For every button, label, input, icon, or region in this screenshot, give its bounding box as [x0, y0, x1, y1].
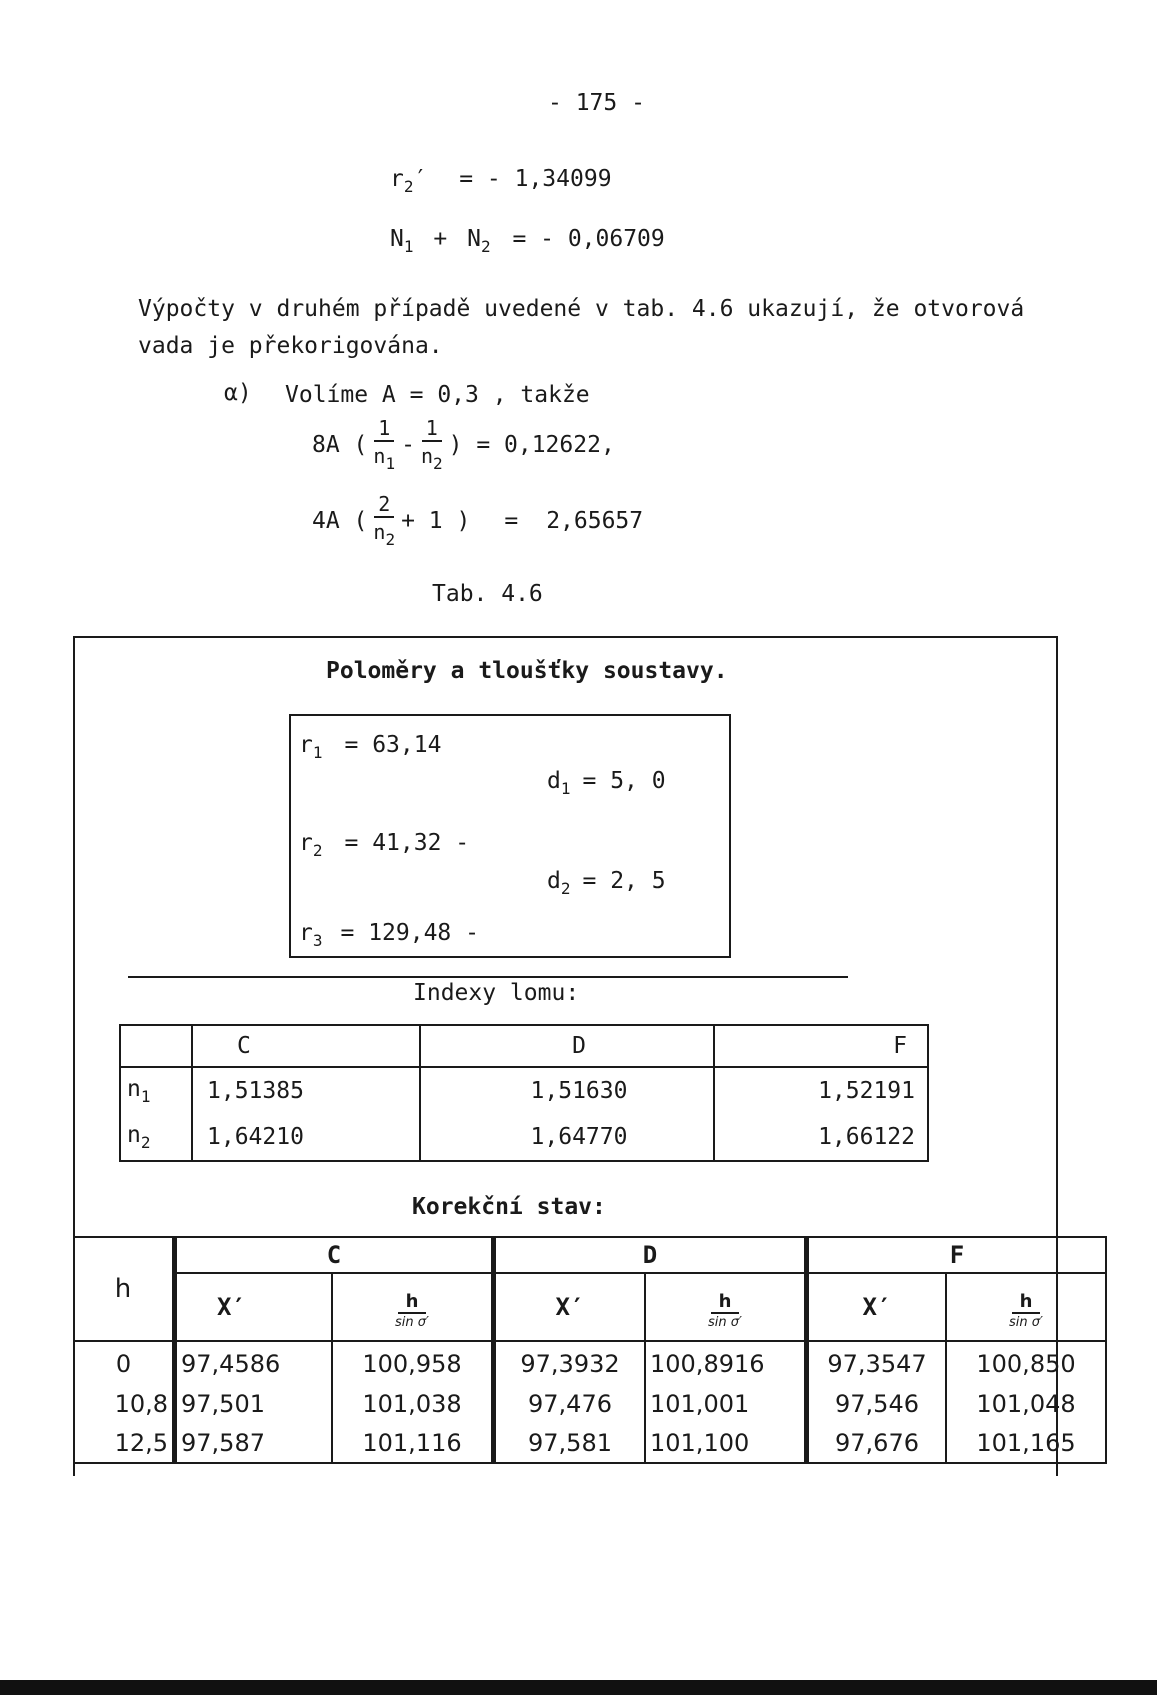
table-row [74, 1341, 1106, 1385]
c-x-header: X′ [175, 1273, 333, 1341]
divider-line [128, 976, 848, 978]
d1-entry: $d_1 = 5$, 0 [547, 768, 666, 798]
table-row [120, 1025, 928, 1067]
f-x-value: 97,546 [807, 1385, 947, 1423]
f-ratio-value: 101,165 [946, 1423, 1106, 1463]
fraction-2-over-n2: $\frac{2}{n_2}$ [373, 492, 396, 549]
row-label-n2: $n_2$ [120, 1114, 192, 1161]
c-x-value: 97,501 [175, 1385, 333, 1423]
table-row [74, 1237, 1106, 1273]
group-header-f: F [807, 1237, 1107, 1273]
f-x-header: X′ [807, 1273, 947, 1341]
d-x-value: 97,476 [494, 1385, 646, 1423]
row-label-n1: $n_1$ [120, 1067, 192, 1114]
indices-header-c: C [192, 1025, 420, 1067]
group-header-d: D [494, 1237, 807, 1273]
table-label: Tab. 4.6 [432, 581, 543, 607]
indices-header-d: D [420, 1025, 714, 1067]
radii-box [289, 714, 731, 958]
c-ratio-value: 101,038 [332, 1385, 494, 1423]
c-x-value: 97,587 [175, 1423, 333, 1463]
n2-f-value: 1,66122 [714, 1114, 928, 1161]
d2-entry: $d_2 = 2$, 5 [547, 868, 666, 898]
equation-r2-prime: $r_2'$ = - 1,34099 [390, 166, 612, 196]
n1-d-value: 1,51630 [420, 1067, 714, 1114]
table-row [120, 1067, 928, 1114]
c-ratio-header: h sin σ′ [332, 1273, 494, 1341]
h-value: 0 [74, 1341, 175, 1385]
indices-title: Indexy lomu: [413, 980, 580, 1006]
scan-edge-strip [0, 1680, 1157, 1695]
equation-n-sum: $N_1 + N_2$ = - 0,06709 [390, 226, 665, 256]
h-header: h [74, 1237, 175, 1341]
n2-d-value: 1,64770 [420, 1114, 714, 1161]
paragraph-line-2: vada je překorigována. [138, 333, 443, 359]
correction-table [73, 1236, 1107, 1464]
c-x-value: 97,4586 [175, 1341, 333, 1385]
d-x-value: 97,3932 [494, 1341, 646, 1385]
d-ratio-value: 101,001 [645, 1385, 807, 1423]
paragraph-line-1: Výpočty v druhém případě uvedené v tab. 4.6 ukazují, že otvorová [138, 296, 1025, 322]
indices-header-f: F [714, 1025, 928, 1067]
table-row [74, 1385, 1106, 1423]
n1-c-value: 1,51385 [192, 1067, 420, 1114]
system-title: Poloměry a tloušťky soustavy. [326, 658, 728, 684]
alpha-label: α) [224, 380, 252, 406]
d-x-value: 97,581 [494, 1423, 646, 1463]
group-header-c: C [175, 1237, 494, 1273]
c-ratio-value: 101,116 [332, 1423, 494, 1463]
f-x-value: 97,3547 [807, 1341, 947, 1385]
alpha-text: Volíme A = 0,3 , takže [285, 382, 590, 408]
d-ratio-value: 101,100 [645, 1423, 807, 1463]
page-number: - 175 - [548, 90, 645, 116]
r2-entry: $r_2 = 41,32$ - [299, 830, 470, 860]
f-ratio-value: 101,048 [946, 1385, 1106, 1423]
fraction-1-over-n1: $\frac{1}{n_1}$ [373, 416, 396, 473]
h-value: 10,8 [74, 1385, 175, 1423]
indices-header-blank [120, 1025, 192, 1067]
f-x-value: 97,676 [807, 1423, 947, 1463]
h-value: 12,5 [74, 1423, 175, 1463]
f-ratio-value: 100,850 [946, 1341, 1106, 1385]
n1-f-value: 1,52191 [714, 1067, 928, 1114]
table-row [74, 1273, 1106, 1341]
table-row [120, 1114, 928, 1161]
r3-entry: $r_3 = 129,48$ - [299, 920, 479, 950]
f-ratio-header: h sin σ′ [946, 1273, 1106, 1341]
fraction-1-over-n2: $\frac{1}{n_2}$ [420, 416, 443, 473]
formula-4a: 4A ( $\frac{2}{n_2}$ + 1 ) = 2,65657 [312, 492, 644, 549]
n2-c-value: 1,64210 [192, 1114, 420, 1161]
correction-title: Korekční stav: [412, 1194, 606, 1220]
r1-entry: $r_1 = 63,14$ [299, 732, 442, 762]
table-row [74, 1423, 1106, 1463]
d-ratio-value: 100,8916 [645, 1341, 807, 1385]
c-ratio-value: 100,958 [332, 1341, 494, 1385]
d-ratio-header: h sin σ′ [645, 1273, 807, 1341]
d-x-header: X′ [494, 1273, 646, 1341]
formula-8a: 8A ( $\frac{1}{n_1}$ - $\frac{1}{n_2}$ ) = 0,12622, [312, 416, 615, 473]
indices-table [119, 1024, 929, 1162]
